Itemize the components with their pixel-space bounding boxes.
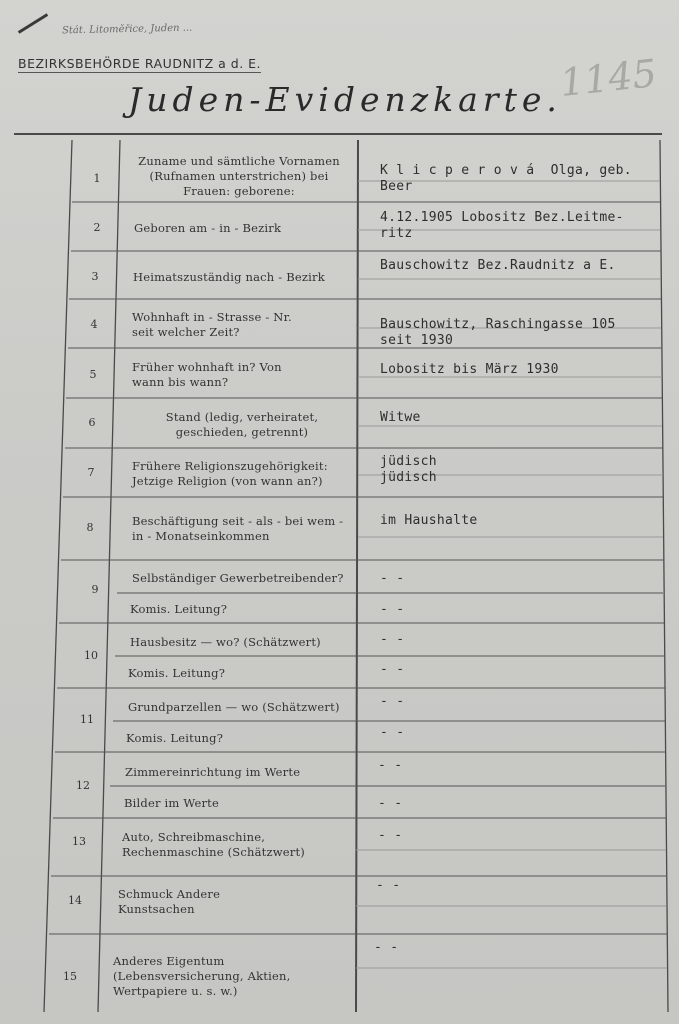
field-value-occupation: im Haushalte [380,513,478,528]
card-number: 1145 [557,51,659,105]
field-value-other-property: - - [374,940,399,955]
card-title: Juden-Evidenzkarte. [128,80,562,119]
field-value-commission: - - [380,602,405,617]
field-label-land: Grundparzellen — wo (Schätzwert) [128,700,340,714]
margin-note: Stát. Litoměřice, Juden ... [61,22,193,37]
field-label-status: Stand (ledig, verheiratet, geschieden, getrennt) [165,410,319,439]
field-value-vehicles-machines: - - [378,828,403,843]
field-label-occupation: Beschäftigung seit - als - bei wem - in - Monatseinkommen [132,514,344,543]
row-number: 5 [89,368,97,381]
field-value-commission: - - [380,662,405,677]
field-label-house: Hausbesitz — wo? (Schätzwert) [130,635,321,649]
field-label-commission: Komis. Leitung? [128,666,226,680]
field-label-commission: Komis. Leitung? [126,731,224,745]
row-number: 4 [90,318,98,331]
field-value-domicile: Bauschowitz Bez.Raudnitz a E. [380,258,616,273]
row-number: 6 [88,416,96,429]
row-number: 12 [76,779,90,792]
field-value-birth: 4.12.1905 Lobositz Bez.Leitme- ritz [380,210,624,241]
field-label-pictures: Bilder im Werte [124,796,219,810]
row-number: 2 [93,221,101,234]
row-number: 8 [86,521,94,534]
row-number: 10 [84,649,98,662]
row-number: 14 [68,894,82,907]
field-value-commission: - - [380,725,405,740]
row-number: 9 [91,583,99,596]
row-number: 15 [63,970,77,983]
field-label-other-property: Anderes Eigentum (Lebensversicherung, Aktien, Wertpapiere u. s. w.) [113,954,291,998]
field-value-house: - - [380,632,405,647]
field-value-name: K l i c p e r o v á Olga, geb. Beer [380,163,632,194]
field-label-former-residence: Früher wohnhaft in? Von wann bis wann? [132,360,282,389]
field-value-furniture: - - [378,758,403,773]
row-number: 3 [91,270,99,283]
field-label-vehicles-machines: Auto, Schreibmaschine, Rechenmaschine (Schätzwert) [122,830,305,859]
field-value-residence: Bauschowitz, Raschingasse 105 seit 1930 [380,317,616,348]
field-label-domicile: Heimatszuständig nach - Bezirk [133,270,325,284]
field-label-commission: Komis. Leitung? [130,602,228,616]
field-value-self-employed: - - [380,571,405,586]
field-label-residence: Wohnhaft in - Strasse - Nr. seit welcher Zeit? [132,310,292,339]
field-label-religion: Frühere Religionszugehörigkeit: Jetzige Religion (von wann an?) [132,459,328,488]
field-value-religion: jüdisch jüdisch [380,454,437,485]
field-value-status: Witwe [380,410,421,425]
row-number: 1 [93,172,101,185]
field-label-furniture: Zimmereinrichtung im Werte [125,765,301,779]
field-label-self-employed: Selbständiger Gewerbetreibender? [132,571,344,585]
field-label-jewelry-art: Schmuck Andere Kunstsachen [118,887,221,916]
row-number: 11 [80,713,94,726]
field-value-land: - - [380,694,405,709]
field-label-birth: Geboren am - in - Bezirk [134,221,282,235]
field-value-former-residence: Lobositz bis März 1930 [380,362,559,377]
field-value-pictures: - - [378,796,403,811]
field-label-name: Zuname und sämtliche Vornamen (Rufnamen unterstrichen) bei Frauen: geborene: [138,154,340,198]
field-value-jewelry-art: - - [376,878,401,893]
row-number: 7 [87,466,95,479]
issuing-authority: BEZIRKSBEHÖRDE RAUDNITZ a d. E. [18,56,262,71]
row-number: 13 [72,835,86,848]
